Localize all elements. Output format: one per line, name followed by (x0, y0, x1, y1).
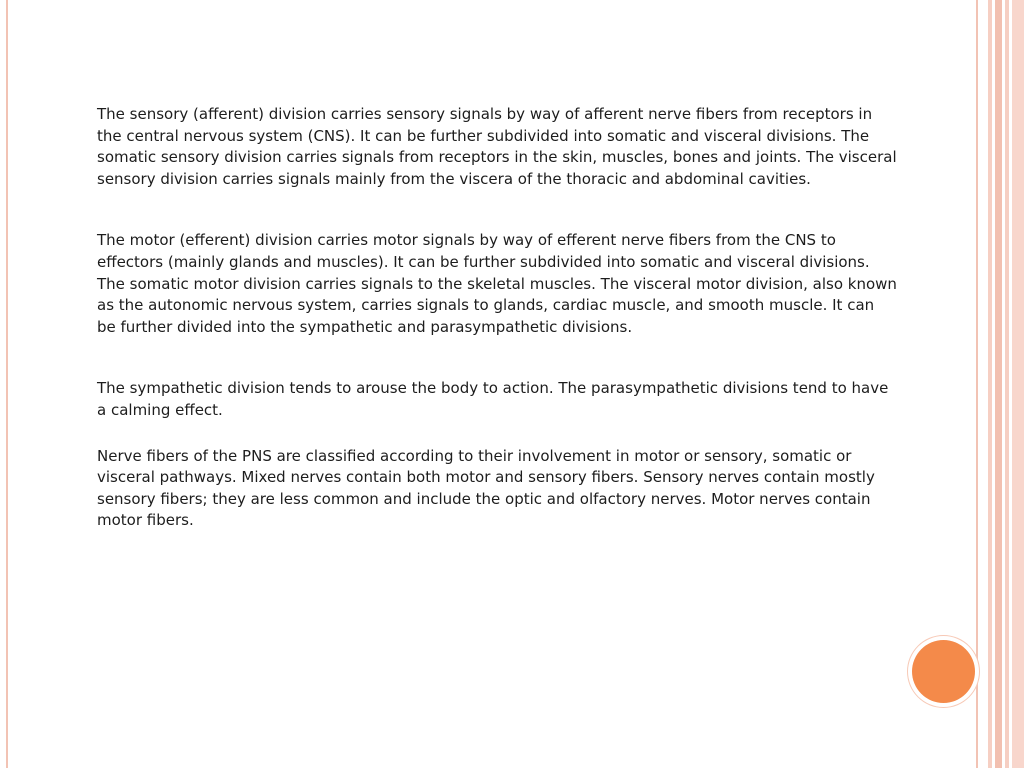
paragraph-motor-division: The motor (efferent) division carries motor signals by way of efferent nerve fibers from the CNS to effectors (mainly glands and muscles). It can be further subdivided into somatic and visceral divisions. The somatic motor division carries signals to the skeletal muscles. The visceral motor division, also known as the autonomic nervous system, carries signals to glands, cardiac muscle, and smooth muscle. It can be further divided into the sympathetic and parasympathetic divisions. (97, 231, 897, 336)
decorative-stripe (1012, 0, 1024, 768)
paragraph-sympathetic-division: The sympathetic division tends to arouse the body to action. The parasympathetic divisions tend to have a calming effect. (97, 379, 889, 419)
paragraph-sensory-division: The sensory (afferent) division carries sensory signals by way of afferent nerve fibers from receptors in the central nervous system (CNS). It can be further subdivided into somatic and visceral divisions. The somatic sensory division carries signals from receptors in the skin, muscles, bones and joints. The visceral sensory division carries signals mainly from the viscera of the thoracic and abdominal cavities. (97, 105, 897, 188)
slide-body (97, 104, 897, 532)
decorative-circle-icon (912, 640, 975, 703)
decorative-stripe (1005, 0, 1009, 768)
paragraph-nerve-fibers: Nerve fibers of the PNS are classified according to their involvement in motor or sensory, somatic or visceral pathways. Mixed nerves contain both motor and sensory fibers. Sensory nerves contain mostly sensory fibers; they are less common and include the optic and olfactory nerves. Motor nerves contain motor fibers. (97, 446, 875, 530)
decorative-stripe (995, 0, 1002, 768)
decorative-stripe (988, 0, 992, 768)
